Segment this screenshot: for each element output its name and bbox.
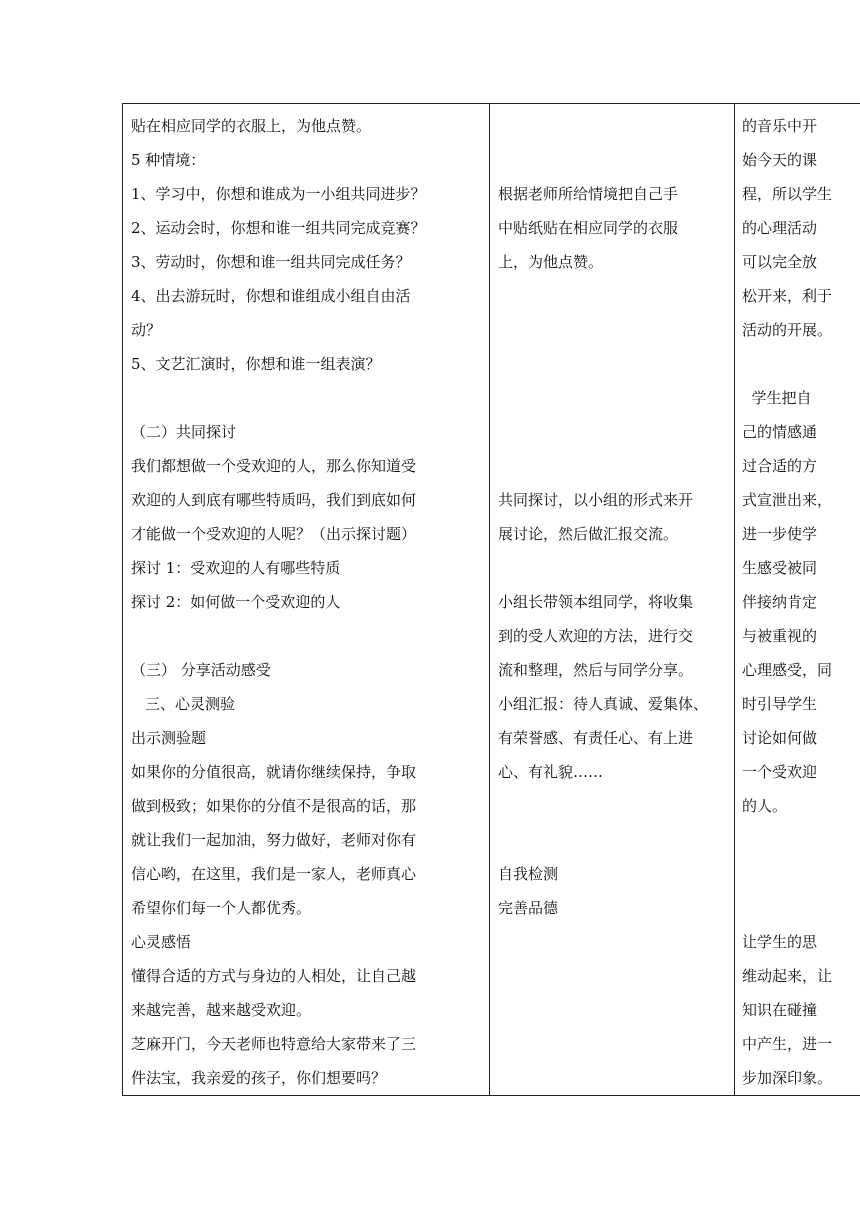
text-line: 做到极致；如果你的分值不是很高的话，那 xyxy=(131,797,417,815)
text-line: 可以完全放 xyxy=(742,253,818,271)
text-line: 如果你的分值很高，就请你继续保持，争取 xyxy=(131,763,417,781)
text-line: 式宣泄出来， xyxy=(742,491,833,509)
text-line: 4、出去游玩时，你想和谁组成小组自由活 xyxy=(131,287,411,305)
text-line: 与被重视的 xyxy=(742,627,818,645)
text-line: 小组长带领本组同学，将收集 xyxy=(498,593,694,611)
text-line: 松开来，利于 xyxy=(742,287,833,305)
text-line: 探讨 2：如何做一个受欢迎的人 xyxy=(131,593,341,611)
text-line: 3、劳动时，你想和谁一组共同完成任务？ xyxy=(131,253,411,271)
text-line: 时引导学生 xyxy=(742,695,818,713)
text-line: 欢迎的人到底有哪些特质吗，我们到底如何 xyxy=(131,491,417,509)
text-line: 心理感受，同 xyxy=(742,661,833,679)
text-line: 5、文艺汇演时，你想和谁一组表演？ xyxy=(131,355,381,373)
text-line: 过合适的方 xyxy=(742,457,818,475)
text-line: 进一步使学 xyxy=(742,525,818,543)
text-line: 芝麻开门，今天老师也特意给大家带来了三 xyxy=(131,1035,417,1053)
table-row xyxy=(123,104,860,1096)
text-line: 贴在相应同学的衣服上，为他点赞。 xyxy=(131,117,372,135)
section-heading: （三） 分享活动感受 xyxy=(131,661,271,679)
text-line: 出示测验题 xyxy=(131,729,207,747)
text-line: 自我检测 xyxy=(498,865,559,883)
text-line: 中贴纸贴在相应同学的衣服 xyxy=(498,219,679,237)
text-line: 的心理活动 xyxy=(742,219,818,237)
text-line: 探讨 1：受欢迎的人有哪些特质 xyxy=(131,559,341,577)
text-line: 希望你们每一个人都优秀。 xyxy=(131,899,312,917)
text-line: 我们都想做一个受欢迎的人，那么你知道受 xyxy=(131,457,417,475)
text-line: 完善品德 xyxy=(498,899,559,917)
text-line: 展讨论，然后做汇报交流。 xyxy=(498,525,679,543)
text-line: 流和整理，然后与同学分享。 xyxy=(498,661,694,679)
text-line: 活动的开展。 xyxy=(742,321,833,339)
section-heading: 心灵感悟 xyxy=(131,933,192,951)
section-heading: 三、心灵测验 xyxy=(145,695,236,713)
text-line: 根据老师所给情境把自己手 xyxy=(498,185,679,203)
text-line: 中产生，进一 xyxy=(742,1035,833,1053)
section-heading: （二）共同探讨 xyxy=(131,423,237,441)
text-line: 件法宝，我亲爱的孩子，你们想要吗？ xyxy=(131,1069,387,1087)
text-line: 始今天的课 xyxy=(742,151,818,169)
text-line: 1、学习中，你想和谁成为一小组共同进步？ xyxy=(131,185,426,203)
student-activity-cell xyxy=(490,104,735,1096)
text-line: 的人。 xyxy=(742,797,788,815)
text-line: 就让我们一起加油，努力做好，老师对你有 xyxy=(131,831,417,849)
text-line: 上，为他点赞。 xyxy=(498,253,604,271)
text-line: 小组汇报：待人真诚、爱集体、 xyxy=(498,695,709,713)
text-line: 维动起来，让 xyxy=(742,967,833,985)
text-line: 动？ xyxy=(131,321,162,339)
text-line: 讨论如何做 xyxy=(742,729,818,747)
text-line: 己的情感通 xyxy=(742,423,818,441)
text-line: 程，所以学生 xyxy=(742,185,833,203)
text-line: 伴接纳肯定 xyxy=(742,593,818,611)
text-line: 生感受被同 xyxy=(742,559,818,577)
text-line: 有荣誉感、有责任心、有上进 xyxy=(498,729,694,747)
text-line: 一个受欢迎 xyxy=(742,763,818,781)
text-line: 学生把自 xyxy=(742,389,812,407)
text-line: 懂得合适的方式与身边的人相处，让自己越 xyxy=(131,967,417,985)
text-line: 才能做一个受欢迎的人呢？（出示探讨题） xyxy=(131,525,417,543)
text-line: 的音乐中开 xyxy=(742,117,818,135)
text-line: 到的受人欢迎的方法，进行交 xyxy=(498,627,694,645)
text-line: 共同探讨，以小组的形式来开 xyxy=(498,491,694,509)
text-line: 步加深印象。 xyxy=(742,1069,833,1087)
text-line: 信心哟，在这里，我们是一家人，老师真心 xyxy=(131,865,417,883)
design-intent-cell xyxy=(735,104,860,1096)
text-line: 知识在碰撞 xyxy=(742,1001,818,1019)
teacher-activity-cell xyxy=(123,104,490,1096)
text-line: 心、有礼貌…… xyxy=(498,763,604,781)
lesson-plan-table xyxy=(122,103,860,1096)
text-line: 2、运动会时，你想和谁一组共同完成竞赛？ xyxy=(131,219,426,237)
text-line: 让学生的思 xyxy=(742,933,818,951)
text-line: 来越完善，越来越受欢迎。 xyxy=(131,1001,312,1019)
text-line: 5 种情境： xyxy=(131,151,206,169)
